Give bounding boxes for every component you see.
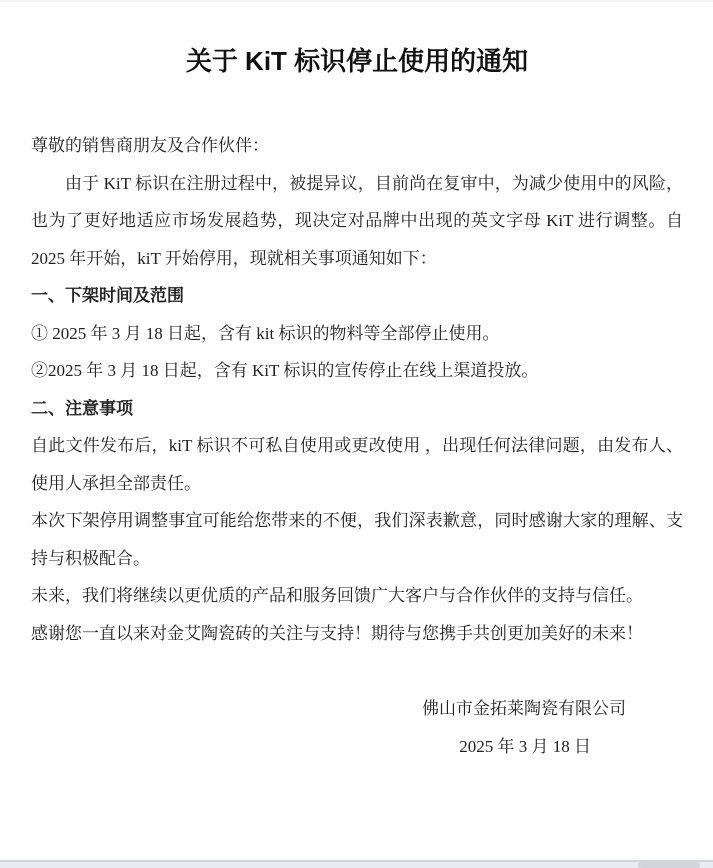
section-1-item-2: ②2025 年 3 月 18 日起，含有 KiT 标识的宣传停止在线上渠道投放。 (31, 361, 539, 380)
section-2-paragraph-2: 本次下架停用调整事宜可能给您带来的不便，我们深表歉意，同时感谢大家的理解、支持与积极配合。 (31, 511, 683, 568)
section-1-heading: 一、下架时间及范围 (31, 286, 184, 305)
greeting-line: 尊敬的销售商朋友及合作伙伴： (31, 136, 269, 155)
horizontal-scrollbar-track[interactable] (0, 860, 713, 868)
horizontal-scrollbar-thumb[interactable] (638, 862, 700, 868)
section-1-item-1: ① 2025 年 3 月 18 日起，含有 kit 标识的物料等全部停止使用。 (31, 323, 500, 343)
intro-paragraph: 由于 KiT 标识在注册过程中，被提异议，目前尚在复审中，为减少使用中的风险，也为了更好地适应市场发展趋势，现决定对品牌中出现的英文字母 KiT 进行调整。自 2025 年开始，kiT 开始停用，现就相关事项通知如下： (31, 173, 683, 268)
section-2-heading: 二、注意事项 (31, 398, 133, 418)
document-content (31, 0, 683, 765)
signature-company: 佛山市金拓莱陶瓷有限公司 (422, 699, 626, 718)
signature-date: 2025 年 3 月 18 日 (459, 736, 591, 756)
section-2-paragraph-1: 自此文件发布后，kiT 标识不可私自使用或更改使用 ，出现任何法律问题，由发布人、使用人承担全部责任。 (31, 436, 683, 493)
notice-title: 关于 KiT 标识停止使用的通知 (185, 46, 529, 76)
section-2-paragraph-3: 未来，我们将继续以更优质的产品和服务回馈广大客户与合作伙伴的支持与信任。 (31, 586, 643, 605)
section-2-paragraph-4: 感谢您一直以来对金艾陶瓷砖的关注与支持！期待与您携手共创更加美好的未来！ (31, 623, 643, 643)
notice-body (31, 127, 683, 765)
